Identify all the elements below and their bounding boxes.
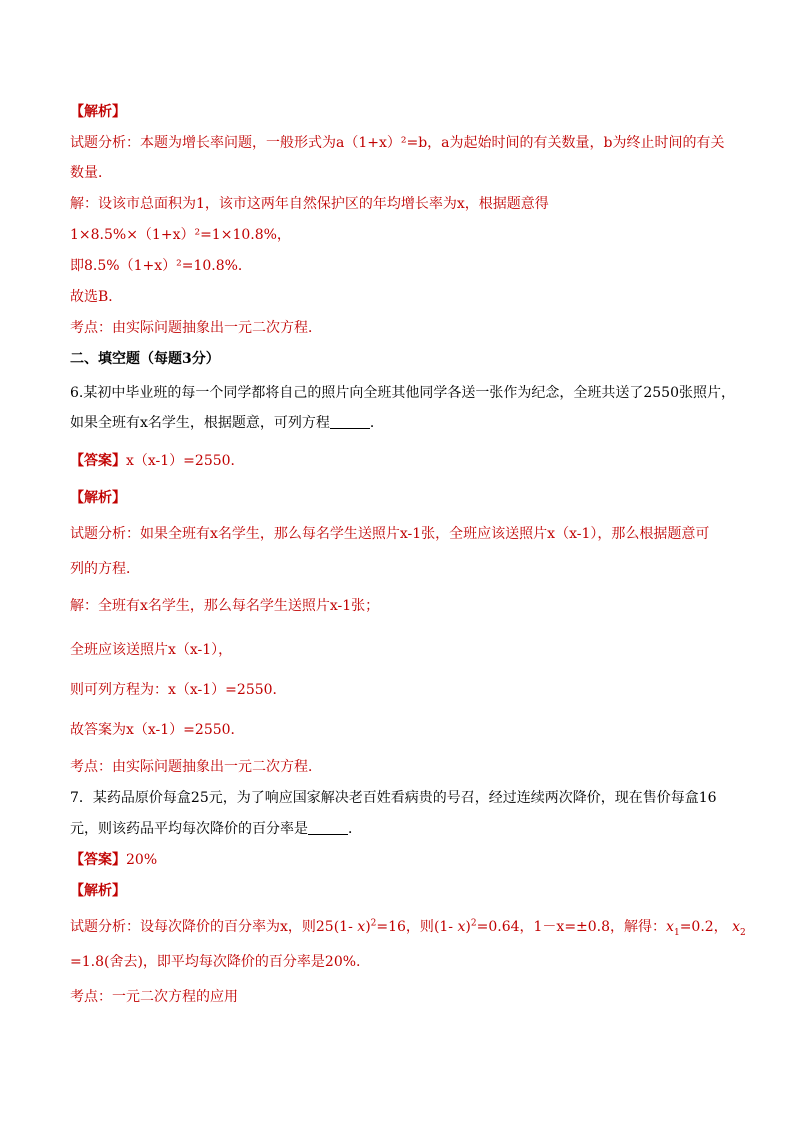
analysis-text: 数量． [70, 165, 112, 181]
kaodian: 考点：由实际问题抽象出一元二次方程． [70, 320, 322, 336]
answer-text: x（x-1）=2550． [126, 453, 245, 469]
math-expr: $x_2$ [732, 919, 746, 938]
analysis-text: =1.8(舍去)，即平均每次降价的百分率是20%. [70, 954, 361, 970]
stem-text: 如果全班有x名学生，根据题意，可列方程 [70, 415, 330, 431]
question-6-stem [70, 413, 384, 433]
solution-step: 故答案为x（x-1）=2550． [70, 722, 245, 738]
analysis-text: 试题分析：本题为增长率问题，一般形式为a（1+x）²=b，a为起始时间的有关数量，b为终止时间的有关 [70, 135, 725, 151]
analysis-tag: 【解析】 [70, 883, 126, 899]
analysis-text [70, 917, 746, 937]
math-expr: $x_1$ [666, 919, 680, 938]
stem-text: 元，则该药品平均每次降价的百分率是 [70, 821, 308, 837]
section-score: （每题3分） [140, 351, 220, 367]
answer-blank [308, 820, 348, 835]
answer-tag: 【答案】 [70, 852, 126, 868]
equation: 1×8.5%×（1+x）²=1×10.8%， [70, 227, 291, 243]
math-expr: (1- x)$^2$ [433, 918, 477, 935]
math-expr: (1- x)$^2$ [333, 918, 377, 935]
answer-line [70, 850, 157, 870]
analysis-tag: 【解析】 [70, 104, 126, 120]
solution-text: 解：设该市总面积为1，该市这两年自然保护区的年均增长率为x，根据题意得 [70, 196, 549, 212]
question-7-stem [70, 819, 362, 839]
equation: 即8.5%（1+x）²=10.8%． [70, 258, 252, 274]
kaodian: 考点：由实际问题抽象出一元二次方程． [70, 759, 322, 775]
analysis-part: =16，则 [376, 919, 434, 935]
question-6-stem: 6.某初中毕业班的每一个同学都将自己的照片向全班其他同学各送一张作为纪念，全班共送了2550张照片， [70, 385, 735, 401]
stem-text: ． [369, 415, 384, 431]
solution-step: 全班应该送照片x（x-1）， [70, 642, 233, 658]
analysis-text: 列的方程． [70, 561, 140, 577]
answer-text: 20% [126, 852, 158, 868]
analysis-text: 试题分析：如果全班有x名学生，那么每名学生送照片x-1张，全班应该送照片x（x-1），那么根据题意可 [70, 526, 710, 542]
section-heading [70, 349, 220, 369]
analysis-tag: 【解析】 [70, 490, 126, 506]
section-title: 二、填空题 [70, 351, 140, 367]
analysis-part: =0.64，1－x=±0.8，解得： [476, 919, 667, 935]
answer-line [70, 451, 245, 471]
choice-conclusion: 故选B． [70, 289, 123, 305]
solution-step: 则可列方程为：x（x-1）=2550． [70, 682, 287, 698]
answer-blank [330, 414, 370, 429]
solution-step: 解：全班有x名学生，那么每名学生送照片x-1张； [70, 598, 380, 614]
answer-tag: 【答案】 [70, 453, 126, 469]
analysis-part: 试题分析：设每次降价的百分率为x，则25 [70, 919, 334, 935]
analysis-part: =0.2， [679, 919, 728, 935]
stem-text: ． [348, 821, 362, 837]
question-7-stem: 7．某药品原价每盒25元，为了响应国家解决老百姓看病贵的号召，经过连续两次降价，现在售价每盒16 [70, 790, 717, 806]
kaodian: 考点：一元二次方程的应用 [70, 989, 238, 1005]
